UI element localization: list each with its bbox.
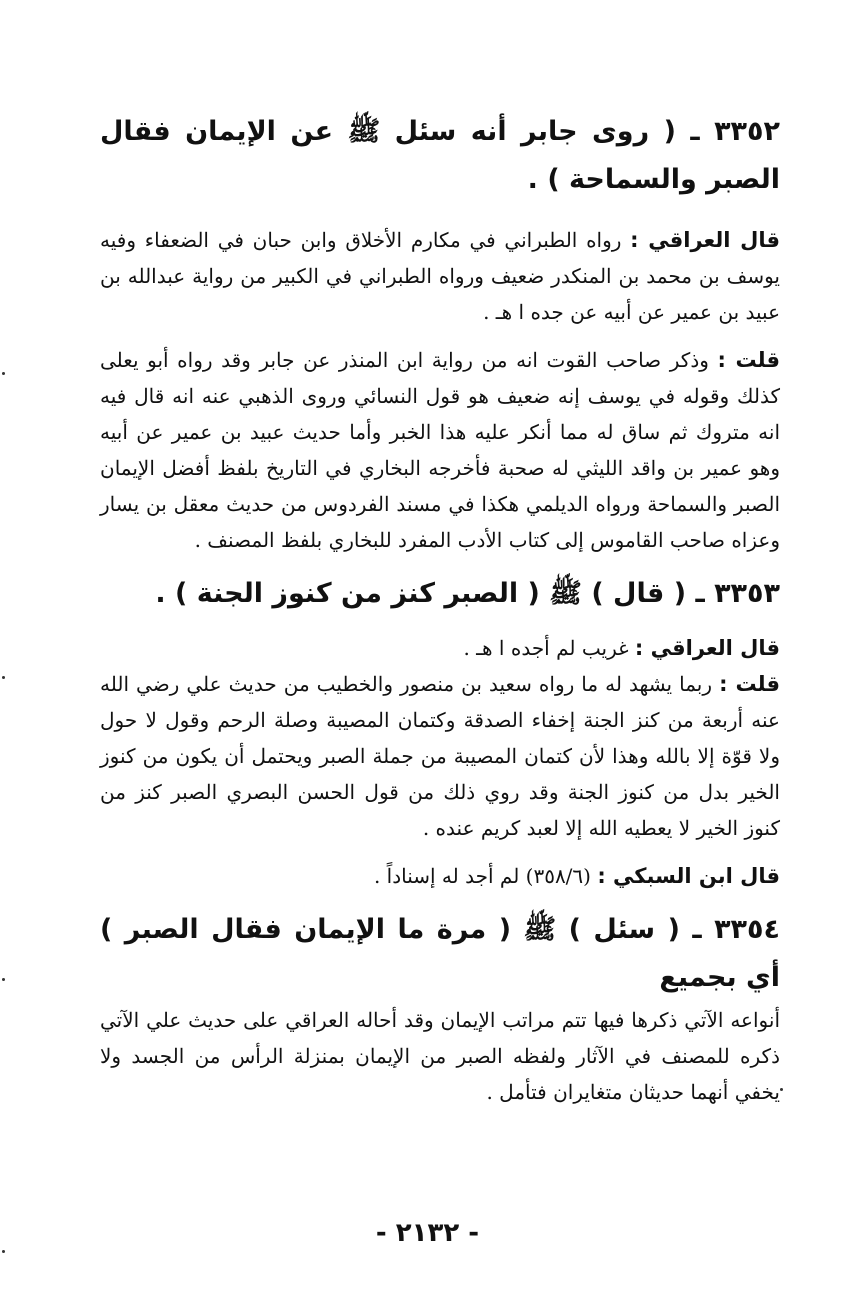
paragraph-lead: قلت : [717,348,781,372]
paragraph-lead: قال ابن السبكي : [597,864,780,888]
paragraph-iraqi-3352 [100,222,780,330]
paragraph-text: رواه الطبراني في مكارم الأخلاق وابن حبان في الضعفاء وفيه يوسف بن محمد بن المنكدر ضعيف ورواه الطبراني في الكبير من رواية عبدالله بن عبيد بن عمير عن أبيه عن جده ا هـ . [100,228,780,324]
paragraph-text: وذكر صاحب القوت انه من رواية ابن المنذر عن جابر وقد رواه أبو يعلى كذلك وقوله في يوسف إنه ضعيف هو قول النسائي وروى الذهبي عنه انه قال فيه انه متروك ثم ساق له مما أنكر عليه هذا الخبر وأما حديث عبيد بن عمير عن أبيه وهو عمير بن واقد الليثي له صحبة فأخرجه البخاري في التاريخ بلفظ أفضل الإيمان الصبر والسماحة ورواه الديلمي هكذا في مسند الفردوس من حديث معقل بن يسار وعزاه صاحب القاموس إلى كتاب الأدب المفرد للبخاري بلفظ المصنف . [100,348,780,552]
margin-speck [2,978,5,981]
paragraph-qultu-3353 [100,666,780,846]
entry-heading-3353: ٣٣٥٣ ـ ( قال ) ﷺ ( الصبر كنز من كنوز الجنة ) . [155,578,780,609]
paragraph-iraqi-3353 [100,630,780,666]
margin-speck [2,372,5,375]
margin-speck [2,676,5,679]
margin-speck [2,1250,5,1253]
page-number: - ٢١٣٢ - [375,1218,480,1248]
paragraph-text: غريب لم أجده ا هـ . [463,636,635,660]
paragraph-lead: قال العراقي : [634,636,780,660]
paragraph-subki-3353 [100,858,780,894]
page-content [100,108,780,1110]
paragraph-body-3354 [100,1002,780,1110]
entry-heading-3354: ٣٣٥٤ ـ ( سئل ) ﷺ ( مرة ما الإيمان فقال الصبر ) أي بجميع [100,914,780,993]
paragraph-text: (٣٥٨/٦) لم أجد له إسناداً . [373,864,598,888]
margin-speck [780,1088,783,1091]
paragraph-text: ربما يشهد له ما رواه سعيد بن منصور والخطيب من حديث علي رضي الله عنه أربعة من كنز الجنة إخفاء الصدقة وكتمان المصيبة وصلة الرحم وقول لا حول ولا قوّة إلا بالله وهذا لأن كتمان المصيبة من جملة الصبر ويحتمل أن يكون من كنوز الخير بدل من كنوز الجنة وقد روي ذلك من قول الحسن البصري الصبر كنز من كنوز الخير لا يعطيه الله إلا لعبد كريم عنده . [100,672,780,840]
paragraph-text: أنواعه الآتي ذكرها فيها تتم مراتب الإيمان وقد أحاله العراقي على حديث علي الآتي ذكره للمصنف في الآثار ولفظه الصبر من الإيمان بمنزلة الرأس من الجسد ولا يخفي أنهما حديثان متغايران فتأمل . [100,1008,780,1104]
paragraph-lead: قلت : [719,672,780,696]
entry-heading-3352: ٣٣٥٢ ـ ( روى جابر أنه سئل ﷺ عن الإيمان فقال الصبر والسماحة ) . [100,116,780,195]
paragraph-qultu-3352 [100,342,780,558]
paragraph-lead: قال العراقي : [630,228,780,252]
